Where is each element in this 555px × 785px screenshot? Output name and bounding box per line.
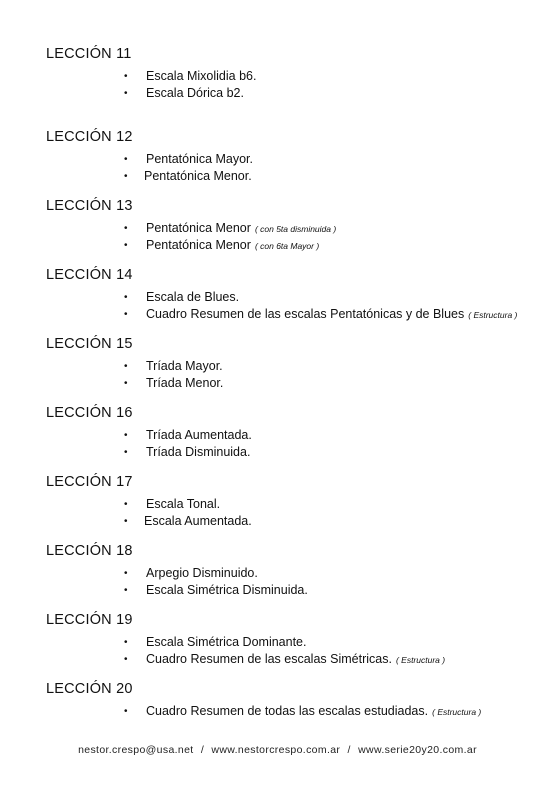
topic-text: Pentatónica Mayor. bbox=[146, 152, 254, 166]
footer bbox=[0, 744, 555, 756]
lesson-title: LECCIÓN 11 bbox=[46, 46, 132, 62]
topic-note: ( Estructura ) bbox=[395, 655, 446, 665]
lesson-title: LECCIÓN 17 bbox=[46, 474, 133, 490]
bullet-icon: • bbox=[124, 447, 128, 458]
lesson-title: LECCIÓN 13 bbox=[46, 198, 133, 214]
bullet-icon: • bbox=[124, 171, 128, 182]
list-item-label bbox=[146, 444, 250, 461]
topic-text: Arpegio Disminuido. bbox=[146, 566, 258, 580]
lesson-title: LECCIÓN 16 bbox=[46, 405, 133, 421]
list-item-label bbox=[146, 496, 220, 513]
topic-text: Cuadro Resumen de las escalas Pentatónicas y de Blues bbox=[146, 307, 465, 321]
topic-text: Tríada Mayor. bbox=[146, 359, 223, 373]
topic-text: Escala de Blues. bbox=[146, 290, 240, 304]
topic-note: ( Estructura ) bbox=[468, 310, 518, 320]
list-item-label bbox=[146, 427, 252, 444]
bullet-icon: • bbox=[124, 292, 128, 303]
bullet-icon: • bbox=[124, 654, 128, 665]
footer-website-nestorcrespo[interactable]: www.nestorcrespo.com.ar bbox=[211, 744, 341, 756]
list-item-label bbox=[146, 237, 319, 255]
lesson-title: LECCIÓN 19 bbox=[46, 612, 133, 628]
footer-website-serie20y20[interactable]: www.serie20y20.com.ar bbox=[358, 744, 477, 756]
bullet-icon: • bbox=[124, 706, 128, 717]
topic-text: Escala Simétrica Disminuida. bbox=[146, 583, 308, 597]
bullet-icon: • bbox=[124, 499, 128, 510]
topic-text: Escala Mixolidia b6. bbox=[146, 69, 257, 83]
list-item-label bbox=[146, 289, 239, 306]
list-item-label bbox=[146, 582, 308, 599]
bullet-icon: • bbox=[124, 637, 128, 648]
topic-text: Cuadro Resumen de las escalas Simétricas. bbox=[146, 652, 392, 666]
bullet-icon: • bbox=[124, 361, 128, 372]
bullet-icon: • bbox=[124, 71, 128, 82]
topic-text: Tríada Aumentada. bbox=[146, 428, 252, 442]
bullet-icon: • bbox=[124, 88, 128, 99]
lesson-title: LECCIÓN 14 bbox=[46, 267, 133, 283]
footer-email[interactable]: nestor.crespo@usa.net bbox=[78, 744, 194, 756]
list-item-label bbox=[146, 375, 223, 392]
bullet-icon: • bbox=[124, 516, 128, 527]
topic-text: Pentatónica Menor. bbox=[144, 169, 252, 183]
footer-separator: / bbox=[347, 744, 351, 756]
bullet-icon: • bbox=[124, 378, 128, 389]
list-item-label bbox=[146, 85, 244, 102]
list-item-label bbox=[146, 151, 253, 168]
lesson-title: LECCIÓN 20 bbox=[46, 681, 133, 697]
topic-text: Pentatónica Menor bbox=[146, 238, 251, 252]
list-item-label bbox=[146, 634, 306, 651]
bullet-icon: • bbox=[124, 585, 128, 596]
footer-separator: / bbox=[200, 744, 205, 756]
bullet-icon: • bbox=[124, 568, 128, 579]
topic-note: ( Estructura ) bbox=[432, 707, 482, 717]
bullet-icon: • bbox=[124, 240, 128, 251]
bullet-icon: • bbox=[124, 309, 128, 320]
list-item-label bbox=[146, 703, 481, 721]
list-item-label bbox=[146, 651, 445, 669]
topic-text: Escala Simétrica Dominante. bbox=[146, 635, 307, 649]
topic-text: Tríada Disminuida. bbox=[146, 445, 251, 459]
bullet-icon: • bbox=[124, 430, 128, 441]
topic-text: Tríada Menor. bbox=[146, 376, 224, 390]
topic-note: ( con 5ta disminuida ) bbox=[254, 224, 337, 234]
list-item-label bbox=[146, 68, 256, 85]
lesson-title: LECCIÓN 15 bbox=[46, 336, 133, 352]
lesson-title: LECCIÓN 18 bbox=[46, 543, 133, 559]
list-item-label bbox=[146, 306, 517, 324]
list-item-label bbox=[144, 168, 252, 185]
lesson-title: LECCIÓN 12 bbox=[46, 129, 133, 145]
bullet-icon: • bbox=[124, 154, 128, 165]
topic-text: Cuadro Resumen de todas las escalas estudiadas. bbox=[146, 704, 429, 718]
topic-text: Pentatónica Menor bbox=[146, 221, 251, 235]
topic-text: Escala Dórica b2. bbox=[146, 86, 244, 100]
list-item-label bbox=[146, 565, 258, 582]
list-item-label bbox=[146, 358, 223, 375]
bullet-icon: • bbox=[124, 223, 128, 234]
topic-text: Escala Tonal. bbox=[146, 497, 221, 511]
topic-text: Escala Aumentada. bbox=[144, 514, 252, 528]
topic-note: ( con 6ta Mayor ) bbox=[254, 241, 320, 251]
list-item-label bbox=[144, 513, 252, 530]
list-item-label bbox=[146, 220, 336, 238]
